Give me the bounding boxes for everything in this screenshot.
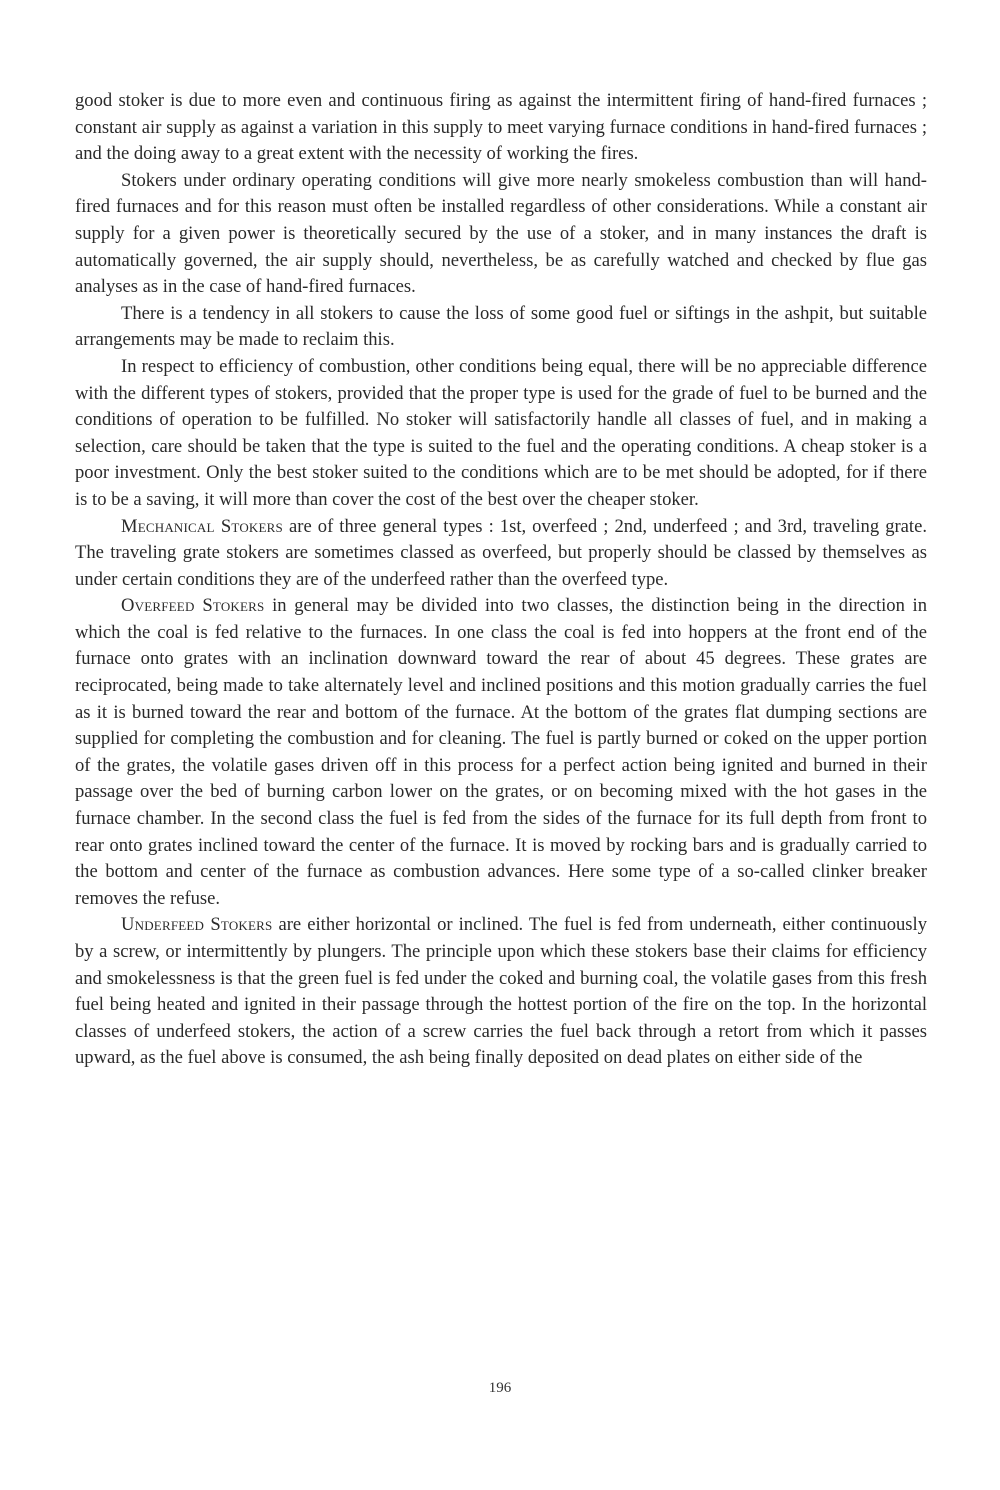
paragraph-5-lead: Mechanical Stokers [121, 515, 283, 537]
paragraph-2-text: Stokers under ordinary operating conditions will give more nearly smokeless combustion than will hand-fired furnaces and for this reason must often be installed regardless of other considerations. While a constant air supply for a given power is theoretically secured by the use of a stoker, and in many instances the draft is automatically governed, the air supply should, nevertheless, be as carefully watched and checked by flue gas analyses as in the case of hand-fired furnaces. [75, 169, 927, 298]
paragraph-2 [75, 168, 927, 301]
paragraph-7-lead: Underfeed Stokers [121, 914, 273, 936]
paragraph-6 [75, 593, 927, 912]
paragraph-6-text: in general may be divided into two classes, the distinction being in the direction in which the coal is fed relative to the furnaces. In one class the coal is fed into hoppers at the front end of the furnace onto grates with an inclination downward toward the rear of about 45 degrees. These grates are reciprocated, being made to take alternately level and inclined positions and this motion gradually carries the fuel as it is burned toward the rear and bottom of the furnace. At the bottom of the grates flat dumping sections are supplied for completing the combustion and for cleaning. The fuel is partly burned or coked on the upper portion of the grates, the volatile gases driven off in this process for a perfect action being ignited and burned in their passage over the bed of burning carbon lower on the grates, or on becoming mixed with the hot gases in the furnace chamber. In the second class the fuel is fed from the sides of the furnace for its full depth from front to rear onto grates inclined toward the center of the furnace. It is moved by rocking bars and is gradually carried to the bottom and center of the furnace as combustion advances. Here some type of a so-called clinker breaker removes the refuse. [75, 595, 927, 909]
paragraph-5-text: are of three general types : 1st, overfeed ; 2nd, underfeed ; and 3rd, traveling grate. The traveling grate stokers are sometimes classed as overfeed, but properly should be classed by themselves as under certain conditions they are of the underfeed rather than the overfeed type. [75, 515, 927, 590]
paragraph-7 [75, 912, 927, 1072]
paragraph-6-lead: Overfeed Stokers [121, 595, 265, 617]
paragraph-1 [75, 88, 927, 168]
paragraph-3 [75, 301, 927, 354]
paragraph-1-text: good stoker is due to more even and continuous firing as against the intermittent firing of hand-fired furnaces ; constant air supply as against a variation in this supply to meet varying furnace conditions in hand-fired furnaces ; and the doing away to a great extent with the necessity of working the fires. [75, 90, 927, 165]
paragraph-7-text: are either horizontal or inclined. The fuel is fed from underneath, either continuously by a screw, or intermittently by plungers. The principle upon which these stokers base their claims for efficiency and smokelessness is that the green fuel is fed under the coked and burning coal, the volatile gases from this fresh fuel being heated and ignited in their passage through the hottest portion of the fire on the top. In the horizontal classes of underfeed stokers, the action of a screw carries the fuel back through a retort from which it passes upward, as the fuel above is consumed, the ash being finally deposited on dead plates on either side of the [75, 914, 927, 1069]
paragraph-4-text: In respect to efficiency of combustion, other conditions being equal, there will be no appreciable difference with the different types of stokers, provided that the proper type is used for the grade of fuel to be burned and the conditions of operation to be fulfilled. No stoker will satisfactorily handle all classes of fuel, and in making a selection, care should be taken that the type is suited to the fuel and the operating conditions. A cheap stoker is a poor investment. Only the best stoker suited to the conditions which are to be met should be adopted, for if there is to be a saving, it will more than cover the cost of the best over the cheaper stoker. [75, 355, 927, 510]
page-number: 196 [488, 1380, 512, 1396]
paragraph-5 [75, 514, 927, 594]
paragraph-4 [75, 354, 927, 514]
paragraph-3-text: There is a tendency in all stokers to cause the loss of some good fuel or siftings in the ashpit, but suitable arrangements may be made to reclaim this. [75, 302, 927, 351]
page-body [75, 88, 927, 1072]
